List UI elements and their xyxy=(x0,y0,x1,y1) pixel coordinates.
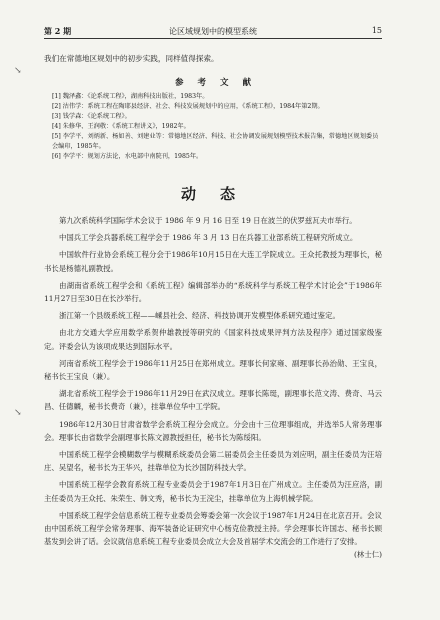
reference-item: [1] 魏泽鑫：《论系统工程》，湖南科技出版社，1983年。 xyxy=(52,93,209,100)
reference-item: [2] 沽伟学：系统工程在陶耶县经济、社会、科技发展规划中的应用，《系统工程》，1984年第2期。 xyxy=(52,103,324,110)
continued-paragraph: 我们在常德地区规划中的初步实践，同样值得探索。 xyxy=(44,53,219,63)
author-signature: (林士仁) xyxy=(354,550,382,560)
margin-mark: ↘ xyxy=(14,66,22,76)
news-item: 中国软件行业协会系统工程分会于1986年10月15日在大连工学院成立。王众托教授为理事长，秘书长是杨德礼副教授。 xyxy=(44,250,382,273)
news-section-heading: 动态 xyxy=(180,185,259,203)
references-heading: 参考文献 xyxy=(174,78,265,88)
reference-item: [6] 李学平：规划方法论，水电部中南院刊，1985年。 xyxy=(52,153,203,160)
news-item: 湖北省系统工程学会于1986年11月29日在武汉成立。理事长陈珽，副理事长范文涛、费奇、马云昌、任德麟，秘书长费奇（兼），挂靠单位华中工学院。 xyxy=(44,389,382,412)
news-item xyxy=(44,509,382,560)
page-number: 15 xyxy=(371,26,382,35)
reference-item: [4] 朱修华、王润敬：《系统工程讲义》，1982年。 xyxy=(52,123,190,130)
news-item: 中国兵工学会兵器系统工程学会于 1986 年 3 月 13 日在兵器工业部系统工程研究所成立。 xyxy=(59,233,358,243)
news-item: 中国系统工程学会模糊数学与模糊系统委员会第二届委员会主任委员为刘应明，副主任委员为汪培庄、吴望名，秘书长为王华兴，挂靠单位为长沙国防科技大学。 xyxy=(44,450,382,473)
news-item-text: 中国系统工程学会信息系统工程专业委员会筹委会第一次会议于1987年1月24日在北京召开。会议由中国系统工程学会常务理事、海军装备论证研究中心杨克俭教授主持。学会理事长许国志、秘书长顾基发到会讲了话。会议就信息系统工程专业委员会成立大会及首届学术交流会的工作进行了安排。 xyxy=(44,510,382,547)
news-item: 1986年12月30日甘肃省数学会系统工程分会成立。分会由十三位理事组成，并选举5人常务理事会。理事长由省数学会副理事长陈文源教授担任，秘书长为陈绥阳。 xyxy=(44,419,382,442)
margin-mark: ↘ xyxy=(14,408,22,418)
running-header xyxy=(44,24,382,39)
reference-item: [5] 李学平、刘炳新、杨如善、刘建业等：常德地区经济、科技、社会协调发展规划模型技术报告集，常德地区规划委员会编印，1985年。 xyxy=(52,133,379,150)
news-item: 由北方交通大学应用数学系贺仲雄教授等研究的《国家科技成果评判方法及程序》通过国家级鉴定。评委会认为该项成果达到国际水平。 xyxy=(44,328,382,351)
news-item: 浙江第一个县级系统工程——嵊县社会、经济、科技协调开发模型体系研究通过鉴定。 xyxy=(59,311,340,321)
journal-article-title: 论区域规划中的模型系统 xyxy=(169,27,257,36)
reference-item: [3] 钱学森：《论系统工程》。 xyxy=(52,113,131,120)
news-item: 中国系统工程学会教育系统工程专业委员会于1987年1月3日在广州成立。主任委员为汪应洛，副主任委员为王众托、朱荣生、韩文秀，秘书长为王浣尘，挂靠单位为上海机械学院。 xyxy=(44,480,382,503)
news-item: 由湖南省系统工程学会和《系统工程》编辑部举办的“系统科学与系统工程学术讨论会”于1986年11月27日至30日在长沙举行。 xyxy=(44,280,382,304)
news-item: 河南省系统工程学会于1986年11月25日在郑州成立。理事长何家雍、副理事长孙治勋、王宝良，秘书长王宝良（兼）。 xyxy=(44,358,382,382)
issue-number: 第 2 期 xyxy=(44,26,72,36)
news-item: 第九次系统科学国际学术会议于 1986 年 9 月 16 日至 19 日在波兰的伏罗兹瓦夫市举行。 xyxy=(59,216,357,225)
references-list xyxy=(52,92,380,162)
news-list xyxy=(44,214,382,562)
